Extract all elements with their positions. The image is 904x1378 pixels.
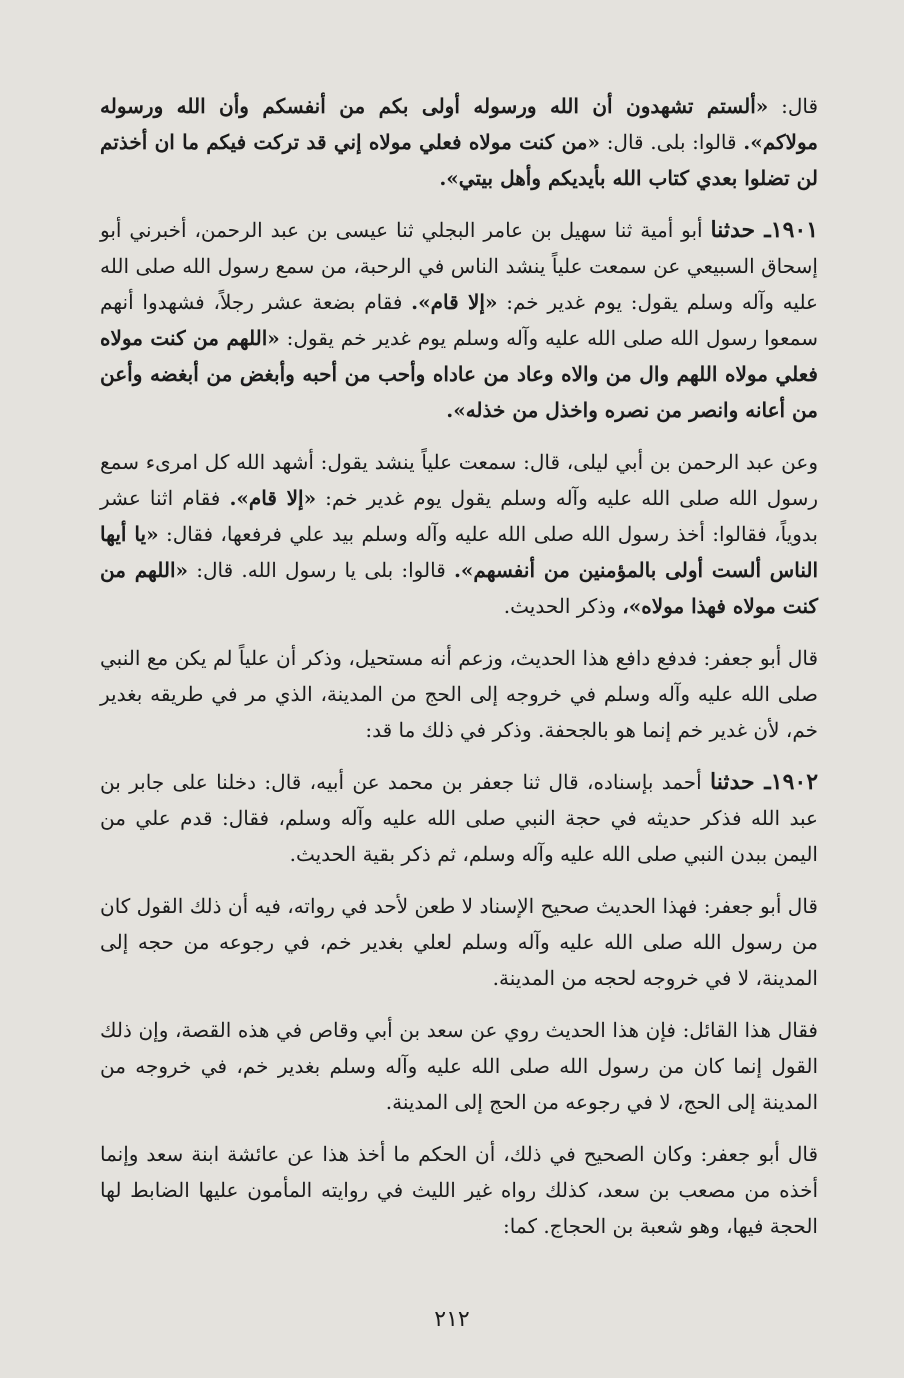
paragraph — [100, 212, 818, 428]
paragraph — [100, 888, 818, 996]
text-run: قال أبو جعفر: وكان الصحيح في ذلك، أن الحكم ما أخذ هذا عن عائشة ابنة سعد وإنما أخذه من مصعب بن سعد، كذلك رواه غير الليث في روايته المأمون عليها الضابط لها الحجة فيها، وهو شعبة بن الحجاج. كما: — [100, 1142, 818, 1238]
quoted-text: «اللهم من كنت مولاه فعلي مولاه اللهم وال من والاه وعاد من عاداه وأحب من أحبه وأبغض من أبغضه وأعن من أعانه وانصر من نصره واخذل من خذله». — [100, 326, 818, 422]
paragraph — [100, 88, 818, 196]
body-text — [100, 88, 818, 1244]
quoted-text: «اللهم من كنت مولاه فهذا مولاه»، — [100, 558, 818, 618]
paragraph — [100, 1136, 818, 1244]
text-run: فقام بضعة عشر رجلاً، فشهدوا أنهم سمعوا رسول الله صلى الله عليه وآله وسلم يوم غدير خم يقول: — [100, 290, 818, 350]
paragraph — [100, 1012, 818, 1120]
hadith-number: ١٩٠١ـ حدثنا — [710, 217, 819, 243]
text-run: وعن عبد الرحمن بن أبي ليلى، قال: سمعت علياً ينشد يقول: أشهد الله كل امرىء سمع رسول الله صلى الله عليه وآله وسلم يقول يوم غدير خم: — [100, 450, 818, 510]
text-run: قالوا: بلى يا رسول الله. قال: — [188, 558, 454, 582]
text-run: قال أبو جعفر: فهذا الحديث صحيح الإسناد لا طعن لأحد في رواته، فيه أن ذلك القول كان من رسول الله صلى الله عليه وآله وسلم لعلي بغدير خم، في رجوعه من حجه إلى المدينة، لا في خروجه لحجه من المدينة. — [100, 894, 818, 990]
quoted-text: «من كنت مولاه فعلي مولاه إني قد تركت فيكم ما ان أخذتم لن تضلوا بعدي كتاب الله بأيديكم وأهل بيتي». — [100, 130, 818, 190]
quoted-text: «إلا قام». — [229, 486, 317, 510]
text-run: وذكر الحديث. — [503, 594, 623, 618]
paragraph — [100, 640, 818, 748]
quoted-text: «إلا قام». — [411, 290, 498, 314]
text-run: فقام اثنا عشر بدوياً، فقالوا: أخذ رسول الله صلى الله عليه وآله وسلم بيد علي فرفعها، فقال: — [100, 486, 818, 546]
paragraph — [100, 764, 818, 872]
text-run: قال أبو جعفر: فدفع دافع هذا الحديث، وزعم أنه مستحيل، وذكر أن علياً لم يكن مع النبي صلى الله عليه وآله وسلم في خروجه إلى الحج من المدينة، الذي مر في طريقه بغدير خم، لأن غدير خم إنما هو بالجحفة. وذكر في ذلك ما قد: — [100, 646, 818, 742]
paragraph — [100, 444, 818, 624]
text-run: أحمد بإسناده، قال ثنا جعفر بن محمد عن أبيه، قال: دخلنا على جابر بن عبد الله فذكر حديثه في حجة النبي صلى الله عليه وآله وسلم، فقال: قدم علي من اليمن ببدن النبي صلى الله عليه وآله وسلم، ثم ذكر بقية الحديث. — [100, 770, 818, 866]
quoted-text: «ألستم تشهدون أن الله ورسوله أولى بكم من أنفسكم وأن الله ورسوله مولاكم». — [100, 94, 818, 154]
page-number: ٢١٢ — [434, 1307, 470, 1332]
quoted-text: «يا أيها الناس ألست أولى بالمؤمنين من أنفسهم». — [100, 522, 819, 582]
text-run: قالوا: بلى. قال: — [600, 130, 744, 154]
text-run: قال: — [768, 94, 819, 118]
hadith-number: ١٩٠٢ـ حدثنا — [710, 769, 819, 795]
text-run: أبو أمية ثنا سهيل بن عامر البجلي ثنا عيسى بن عبد الرحمن، أخبرني أبو إسحاق السبيعي عن سمعت علياً ينشد الناس في الرحبة، من سمع رسول الله صلى الله عليه وآله وسلم يقول: يوم غدير خم: — [100, 218, 818, 314]
text-run: فقال هذا القائل: فإن هذا الحديث روي عن سعد بن أبي وقاص في هذه القصة، وإن ذلك القول إنما كان من رسول الله صلى الله عليه وآله وسلم بغدير خم، في خروجه من المدينة إلى الحج، لا في رجوعه من الحج إلى المدينة. — [100, 1018, 818, 1114]
